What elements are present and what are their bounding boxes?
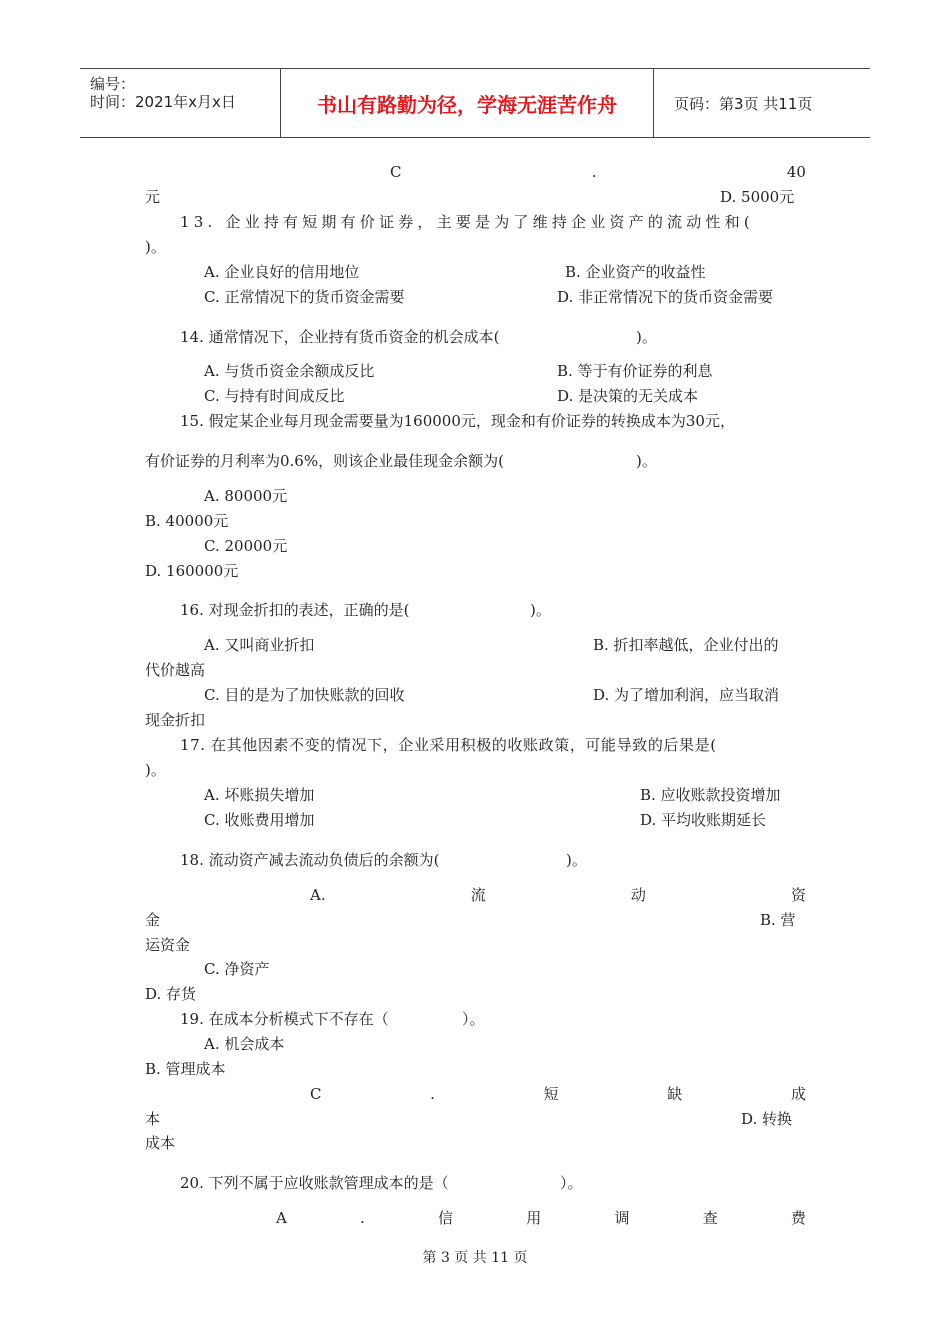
q13-option-d: D. 非正常情况下的货币资金需要 (557, 288, 774, 306)
q18-option-a-cont: 金 (145, 911, 161, 929)
q15-option-a: A. 80000元 (204, 487, 288, 505)
q19-option-d: D. 转换 (741, 1110, 793, 1128)
q17-stem-end: )。 (145, 761, 166, 779)
q17-stem: 17. 在其他因素不变的情况下，企业采用积极的收账政策，可能导致的后果是( (180, 736, 717, 754)
q18-option-b-cont: 运资金 (145, 936, 191, 954)
q20-option-a-row (276, 1209, 806, 1227)
q12-option-c-letter: C (390, 163, 402, 181)
q16-option-c: C. 目的是为了加快账款的回收 (204, 686, 405, 704)
q17-option-a: A. 坏账损失增加 (204, 786, 315, 804)
q16-stem: 16. 对现金折扣的表述，正确的是( (180, 601, 410, 619)
q18-option-b: B. 营 (760, 911, 796, 929)
q14-option-d: D. 是决策的无关成本 (557, 387, 699, 405)
q19-option-c-char3: 成 (790, 1085, 806, 1103)
q20-stem: 20. 下列不属于应收账款管理成本的是（ (180, 1174, 449, 1192)
q18-option-a-char1: 流 (470, 886, 486, 904)
q18-option-a-char3: 资 (790, 886, 806, 904)
q13-stem: 13. 企业持有短期有价证券，主要是为了维持企业资产的流动性和( (180, 213, 754, 231)
q19-option-c-row (310, 1085, 806, 1103)
q15-option-b: B. 40000元 (145, 512, 229, 530)
q19-stem-close: ）。 (462, 1010, 485, 1028)
header-page-cell (664, 69, 870, 137)
q14-option-b: B. 等于有价证券的利息 (557, 362, 713, 380)
q12-option-c-unit: 元 (145, 188, 161, 206)
q14-option-a: A. 与货币资金余额成反比 (204, 362, 375, 380)
q19-option-c-letter: C (310, 1085, 322, 1103)
q13-option-c: C. 正常情况下的货币资金需要 (204, 288, 405, 306)
q16-option-b-cont: 代价越高 (145, 661, 206, 679)
q12-option-c-value: 40 (786, 163, 806, 181)
header-motto-cell (281, 69, 654, 137)
q19-option-b: B. 管理成本 (145, 1060, 226, 1078)
q19-stem: 19. 在成本分析模式下不存在（ (180, 1010, 389, 1028)
q12-option-c-dot: . (591, 163, 597, 181)
q20-option-a-dot: . (360, 1209, 365, 1227)
q18-option-a-letter: A. (310, 886, 326, 904)
q16-option-a: A. 又叫商业折扣 (204, 636, 315, 654)
q15-option-c: C. 20000元 (204, 537, 288, 555)
q18-option-a-char2: 动 (630, 886, 646, 904)
q20-option-a-char2: 用 (526, 1209, 542, 1227)
header-page-info: 页码：第3页 共11页 (674, 94, 813, 113)
q17-option-d: D. 平均收账期延长 (640, 811, 767, 829)
q16-stem-close: )。 (530, 601, 551, 619)
q20-option-a-char3: 调 (614, 1209, 630, 1227)
q15-stem-close: )。 (636, 452, 657, 470)
page-footer: 第 3 页 共 11 页 (422, 1250, 528, 1266)
q16-option-b: B. 折扣率越低，企业付出的 (593, 636, 779, 654)
q18-option-c: C. 净资产 (204, 960, 270, 978)
page-header (80, 68, 870, 138)
q18-stem-close: )。 (566, 851, 587, 869)
q15-option-d: D. 160000元 (145, 562, 239, 580)
q14-stem-close: )。 (636, 328, 657, 346)
q17-option-c: C. 收账费用增加 (204, 811, 315, 829)
document-number-label: 编号： (90, 75, 136, 93)
q16-option-d-cont: 现金折扣 (145, 711, 206, 729)
document-date: 时间：2021年x月x日 (90, 93, 236, 111)
q14-option-c: C. 与持有时间成反比 (204, 387, 345, 405)
q12-option-d: D. 5000元 (720, 188, 795, 206)
q19-option-a: A. 机会成本 (204, 1035, 285, 1053)
q13-option-a: A. 企业良好的信用地位 (204, 263, 360, 281)
q20-option-a-char1: 信 (438, 1209, 454, 1227)
q20-stem-close: ）。 (560, 1174, 583, 1192)
q19-option-c-char2: 缺 (667, 1085, 683, 1103)
q20-option-a-letter: A (276, 1209, 287, 1227)
q16-option-d: D. 为了增加利润，应当取消 (593, 686, 780, 704)
q12-option-c-row (390, 163, 806, 181)
q17-option-b: B. 应收账款投资增加 (640, 786, 781, 804)
q19-option-d-cont: 成本 (145, 1134, 176, 1152)
q18-stem: 18. 流动资产减去流动负债后的余额为( (180, 851, 440, 869)
q20-option-a-char5: 费 (790, 1209, 806, 1227)
header-meta-cell (80, 69, 281, 137)
q20-option-a-char4: 查 (702, 1209, 718, 1227)
q19-option-c-dot: . (430, 1085, 435, 1103)
q13-stem-end: )。 (145, 238, 166, 256)
q14-stem: 14. 通常情况下，企业持有货币资金的机会成本( (180, 328, 500, 346)
q18-option-a-row (310, 886, 806, 904)
header-motto: 书山有路勤为径，学海无涯苦作舟 (317, 92, 617, 117)
q19-option-c-cont: 本 (145, 1110, 161, 1128)
q19-option-c-char1: 短 (543, 1085, 559, 1103)
q15-stem-line2: 有价证券的月利率为0.6%，则该企业最佳现金余额为( (145, 452, 504, 470)
q13-option-b: B. 企业资产的收益性 (565, 263, 706, 281)
q18-option-d: D. 存货 (145, 985, 197, 1003)
q15-stem: 15. 假定某企业每月现金需要量为160000元，现金和有价证券的转换成本为30元， (180, 412, 735, 430)
